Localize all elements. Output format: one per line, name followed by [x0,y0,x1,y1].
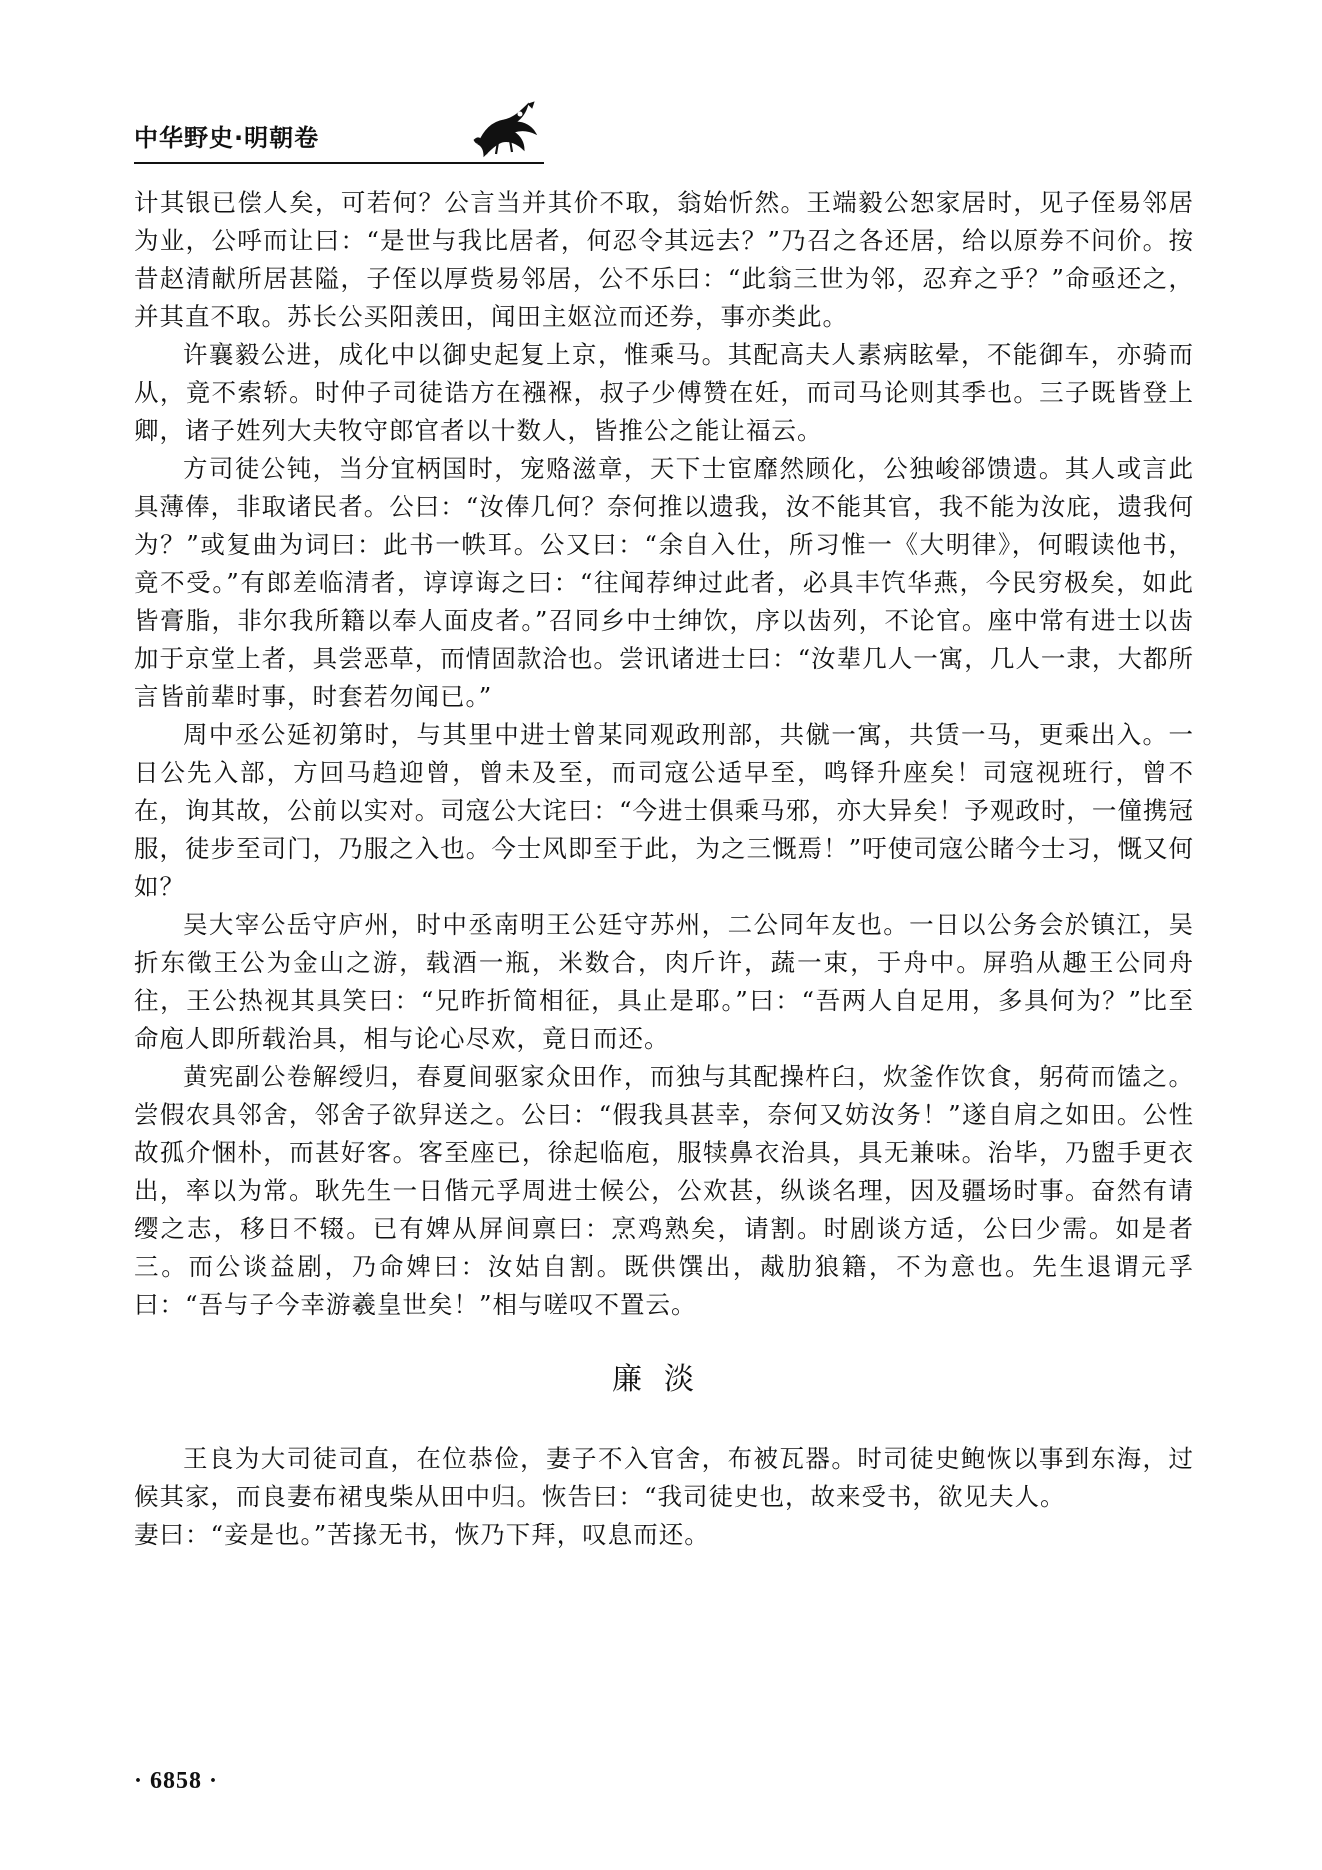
section-title: 廉淡 [612,1362,716,1397]
page-number: · 6858 · [134,1768,219,1794]
main-text [134,184,1194,1554]
paragraph: 许襄毅公进，成化中以御史起复上京，惟乘马。其配高夫人素病眩晕，不能御车，亦骑而从，竟不索轿。时仲子司徒诰方在襁褓，叔子少傅赞在妊，而司马论则其季也。三子既皆登上卿，诸子姓列大夫牧守郎官者以十数人，皆推公之能让福云。 [134,340,1194,445]
section-paragraph: 妻曰：“妾是也。”苦掾无书，恢乃下拜，叹息而还。 [134,1520,710,1549]
paragraph: 计其银已偿人矣，可若何？公言当并其价不取，翁始忻然。王端毅公恕家居时，见子侄易邻居为业，公呼而让曰：“是世与我比居者，何忍令其远去？”乃召之各还居，给以原券不问价。按昔赵清献所居甚隘，子侄以厚赀易邻居，公不乐曰：“此翁三世为邻，忍弃之乎？”命亟还之，并其直不取。苏长公买阳羡田，闻田主妪泣而还券，事亦类此。 [134,188,1194,331]
paragraph: 方司徒公钝，当分宜柄国时，宠赂滋章，天下士宦靡然顾化，公独峻郤馈遗。其人或言此具薄俸，非取诸民者。公曰：“汝俸几何？奈何推以遗我，汝不能其官，我不能为汝庇，遗我何为？”或复曲为词曰：此书一帙耳。公又曰：“余自入仕，所习惟一《大明律》，何暇读他书，竟不受。”有郎差临清者，谆谆诲之曰：“往闻荐绅过此者，必具丰饩华燕，今民穷极矣，如此皆膏脂，非尔我所籍以奉人面皮者。”召同乡中士绅饮，序以齿列，不论官。座中常有进士以齿加于京堂上者，具尝恶草，而情固款洽也。尝讯诸进士曰：“汝辈几人一寓，几人一隶，大都所言皆前辈时事，时套若勿闻已。” [134,454,1194,711]
header-rule [134,162,544,164]
book-title: 中华野史·明朝卷 [134,124,320,152]
section-paragraph: 王良为大司徒司直，在位恭俭，妻子不入官舍，布被瓦器。时司徒史鲍恢以事到东海，过候其家，而良妻布裙曳柴从田中归。恢告曰：“我司徒史也，故来受书，欲见夫人。 [134,1444,1194,1511]
paragraph: 吴大宰公岳守庐州，时中丞南明王公廷守苏州，二公同年友也。一日以公务会於镇江，吴折东徵王公为金山之游，载酒一瓶，米数合，肉斤许，蔬一束，于舟中。屏驺从趣王公同舟往，王公热视其具笑曰：“兄昨折简相征，具止是耶。”曰：“吾两人自足用，多具何为？”比至命庖人即所载治具，相与论心尽欢，竟日而还。 [134,910,1194,1053]
paragraph: 黄宪副公卷解绶归，春夏间驱家众田作，而独与其配操杵臼，炊釜作饮食，躬荷而馌之。尝假农具邻舍，邻舍子欲舁送之。公曰：“假我具甚幸，奈何又妨汝务！”遂自肩之如田。公性故孤介悃朴，而甚好客。客至座已，徐起临庖，服犊鼻衣治具，具无兼味。治毕，乃盥手更衣出，率以为常。耿先生一日偕元孚周进士候公，公欢甚，纵谈名理，因及疆场时事。奋然有请缨之志，移日不辍。已有婢从屏间禀曰：烹鸡熟矣，请割。时剧谈方适，公曰少需。如是者三。而公谈益剧，乃命婢曰：汝姑自割。既供馔出，胾肋狼籍，不为意也。先生退谓元孚曰：“吾与子今幸游羲皇世矣！”相与嗟叹不置云。 [134,1062,1194,1319]
paragraph: 周中丞公延初第时，与其里中进士曾某同观政刑部，共僦一寓，共赁一马，更乘出入。一日公先入部，方回马趋迎曾，曾未及至，而司寇公适早至，鸣铎升座矣！司寇视班行，曾不在，询其故，公前以实对。司寇公大诧曰：“今进士俱乘马邪，亦大异矣！予观政时，一僮携冠服，徒步至司门，乃服之入也。今士风即至于此，为之三慨焉！”吁使司寇公睹今士习，慨又何如？ [134,720,1194,901]
running-header [134,100,544,160]
dragon-emblem-icon [470,100,542,160]
